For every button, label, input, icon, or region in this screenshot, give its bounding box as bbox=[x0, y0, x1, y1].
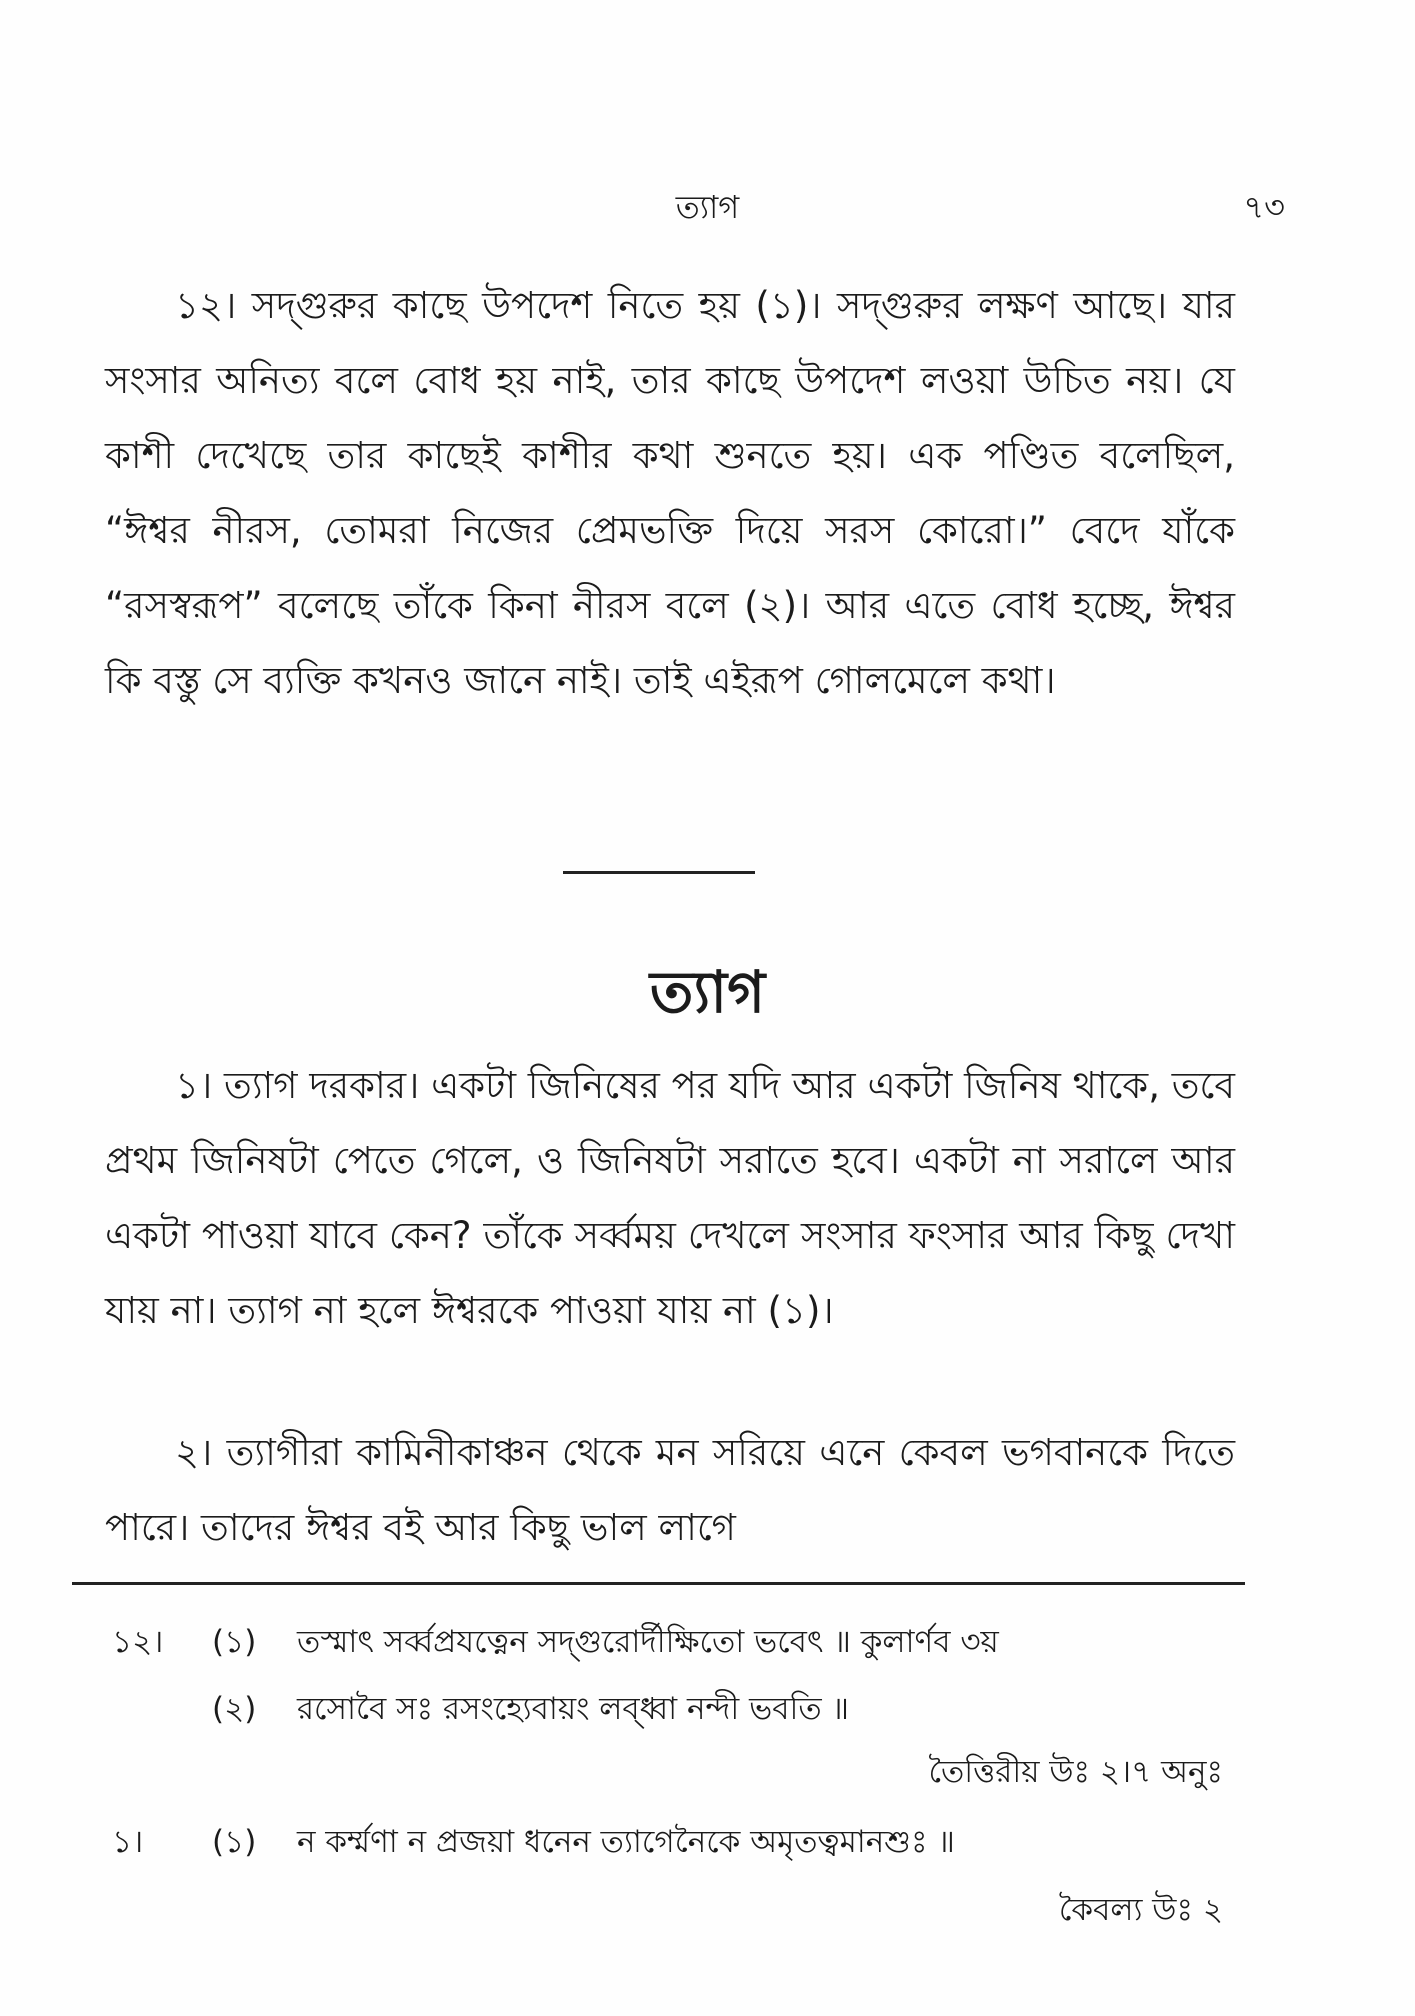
footnote-1-source: কৈবল্য উঃ ২ bbox=[1058, 1892, 1223, 1928]
footnote-1-1 bbox=[112, 1818, 955, 1870]
running-title: ত্যাগ bbox=[675, 188, 740, 226]
footnote-rule bbox=[72, 1582, 1245, 1585]
page-number: ৭৩ bbox=[1243, 188, 1285, 226]
footnote-text: রসোবৈ সঃ রসংহ্যেবায়ং লব্ধ্বা নন্দী ভবতি ॥ bbox=[297, 1691, 849, 1727]
footnote-text: ন কর্ম্মণা ন প্রজয়া ধনেন ত্যাগেনৈকে অমৃতত্বমানশুঃ ॥ bbox=[297, 1824, 955, 1860]
footnote-sub-label: (১) bbox=[212, 1824, 257, 1860]
footnote-text: তস্মাৎ সর্ব্বপ্রযত্নেন সদ্‌গুরোর্দীক্ষিতো ভবেৎ ॥ কুলার্ণব ৩য় bbox=[297, 1624, 999, 1660]
footnote-12-1 bbox=[112, 1618, 999, 1670]
section-paragraph-1-block bbox=[105, 1048, 1235, 1348]
footnote-number: ১। bbox=[112, 1824, 144, 1860]
section-paragraph-2-block bbox=[105, 1415, 1235, 1565]
footnote-12-2 bbox=[212, 1685, 849, 1737]
footnote-number: ১২। bbox=[112, 1624, 164, 1660]
section-paragraph-2: ২। ত্যাগীরা কামিনীকাঞ্চন থেকে মন সরিয়ে এনে কেবল ভগবানকে দিতে পারে। তাদের ঈশ্বর বই আর কিছু ভাল লাগে bbox=[105, 1431, 1235, 1549]
section-paragraph-1: ১। ত্যাগ দরকার। একটা জিনিষের পর যদি আর একটা জিনিষ থাকে, তবে প্রথম জিনিষটা পেতে গেলে, ও জিনিষটা সরাতে হবে। একটা না সরালে আর একটা পাওয়া যাবে কেন? তাঁকে সর্ব্বময় দেখলে সংসার ফংসার আর কিছু দেখা যায় না। ত্যাগ না হলে ঈশ্বরকে পাওয়া যায় না (১)। bbox=[105, 1064, 1235, 1332]
footnote-sub-label: (১) bbox=[212, 1624, 257, 1660]
footnote-sub-label: (২) bbox=[212, 1691, 257, 1727]
section-divider bbox=[563, 871, 755, 874]
footnote-12-source: তৈত্তিরীয় উঃ ২।৭ অনুঃ bbox=[928, 1754, 1223, 1790]
section-heading: ত্যাগ bbox=[649, 958, 766, 1026]
top-text-block bbox=[105, 268, 1235, 718]
paragraph-12: ১২। সদ্‌গুরুর কাছে উপদেশ নিতে হয় (১)। সদ্‌গুরুর লক্ষণ আছে। যার সংসার অনিত্য বলে বোধ হয় নাই, তার কাছে উপদেশ লওয়া উচিত নয়। যে কাশী দেখেছে তার কাছেই কাশীর কথা শুনতে হয়। এক পণ্ডিত বলেছিল, “ঈশ্বর নীরস, তোমরা নিজের প্রেমভক্তি দিয়ে সরস কোরো।” বেদে যাঁকে “রসস্বরূপ” বলেছে তাঁকে কিনা নীরস বলে (২)। আর এতে বোধ হচ্ছে, ঈশ্বর কি বস্তু সে ব্যক্তি কখনও জানে নাই। তাই এইরূপ গোলমেলে কথা। bbox=[105, 284, 1235, 702]
